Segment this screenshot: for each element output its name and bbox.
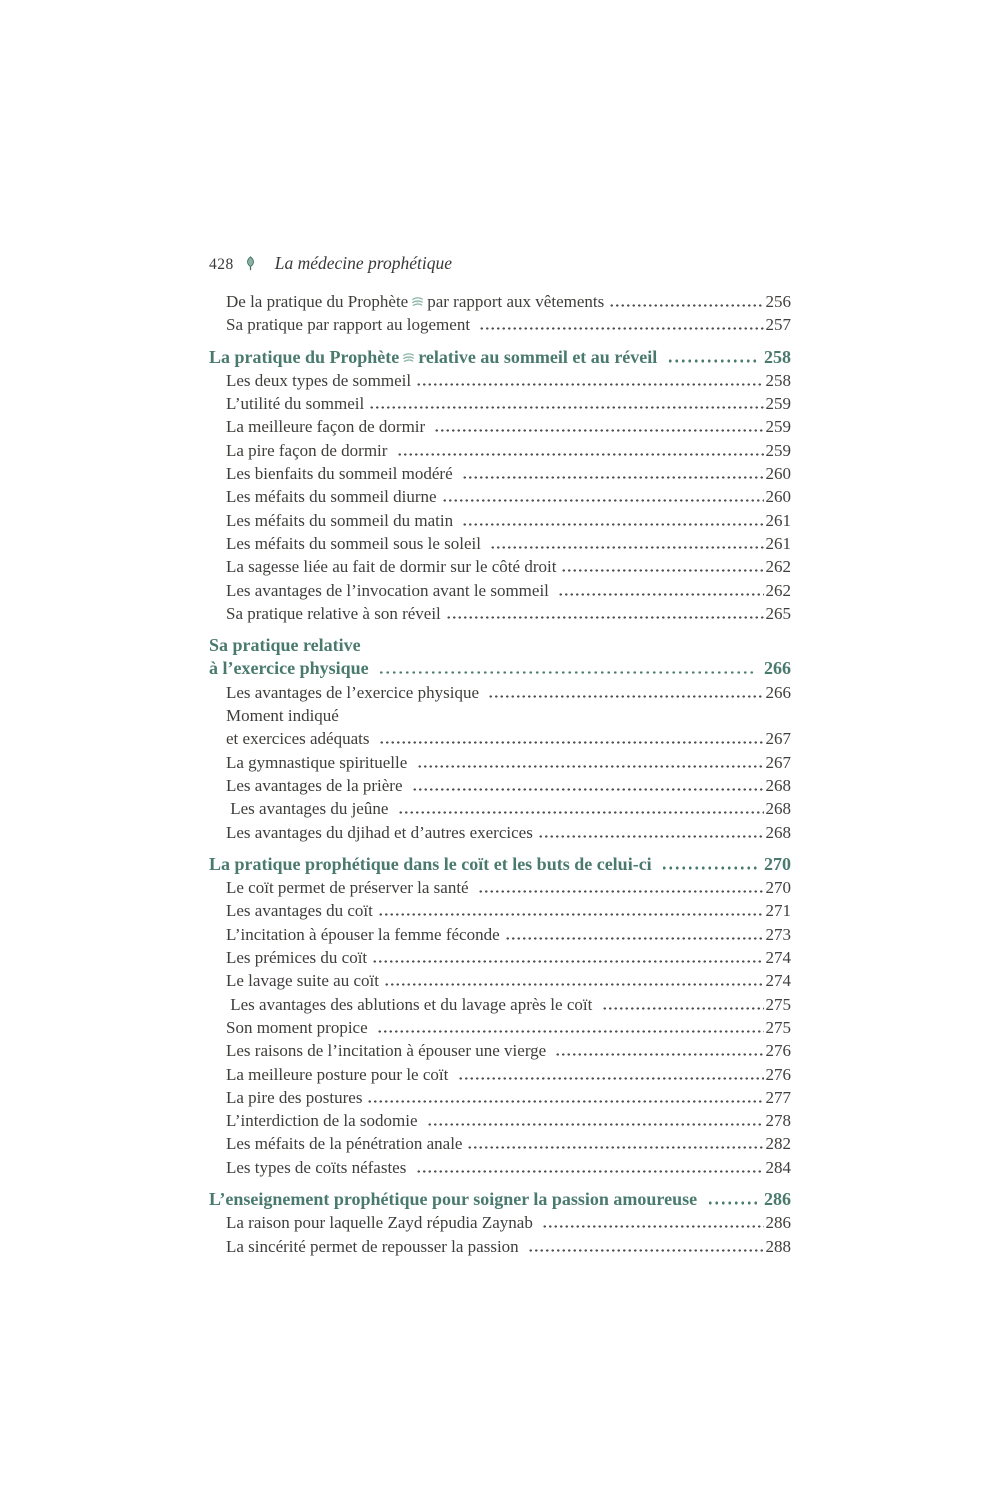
dot-leader (467, 1146, 763, 1149)
dot-leader (558, 593, 763, 596)
toc-entry (209, 439, 791, 462)
toc-entry (209, 1063, 791, 1086)
entry-label (226, 923, 500, 946)
dot-leader (369, 406, 763, 409)
page-number: 284 (765, 1157, 791, 1177)
entry-label (226, 751, 412, 774)
entry-label (226, 1109, 422, 1132)
toc-entry (209, 969, 791, 992)
entry-text: Les avantages du coït (226, 901, 373, 921)
entry-label (209, 346, 662, 369)
entry-label (226, 993, 597, 1016)
entry-label (226, 704, 339, 727)
entry-text: La meilleure façon de dormir (226, 417, 430, 437)
toc-entry (209, 797, 791, 820)
page-number: 268 (765, 822, 791, 842)
page-number: 257 (765, 315, 791, 335)
entry-text: Les prémices du coït (226, 948, 368, 968)
entry-text: La sincérité permet de repousser la passion (226, 1236, 523, 1256)
entry-text: Le coït permet de préserver la santé (226, 878, 473, 898)
entry-label (209, 853, 656, 876)
toc-entry (209, 774, 791, 797)
entry-text: La meilleure posture pour le coït (226, 1064, 453, 1084)
page-number: 259 (765, 394, 791, 414)
entry-text: La gymnastique spirituelle (226, 752, 412, 772)
toc-entry (209, 1156, 791, 1179)
entry-label (226, 1132, 462, 1155)
entry-text: La sagesse liée au fait de dormir sur le côté droit (226, 557, 557, 577)
entry-text: Les méfaits du sommeil du matin (226, 510, 458, 530)
toc-entry (209, 509, 791, 532)
entry-text: Sa pratique relative à son réveil (226, 603, 441, 623)
dot-leader (442, 499, 764, 502)
running-header (209, 253, 791, 274)
page-number: 259 (765, 440, 791, 460)
page-number: 286 (765, 1213, 791, 1233)
page-number: 262 (765, 557, 791, 577)
toc-entry (209, 485, 791, 508)
entry-label (226, 602, 441, 625)
entry-text: Les types de coïts néfastes (226, 1157, 411, 1177)
page-number: 267 (765, 752, 791, 772)
page-number: 258 (764, 346, 791, 367)
entry-label (226, 532, 485, 555)
entry-text: Sa pratique par rapport au logement (226, 315, 475, 335)
page-number: 268 (765, 775, 791, 795)
dot-leader (667, 359, 757, 363)
page-number: 259 (765, 417, 791, 437)
entry-label (226, 681, 483, 704)
page-number: 268 (765, 799, 791, 819)
entry-label (226, 876, 473, 899)
dot-leader (707, 1201, 757, 1205)
entry-label (226, 1086, 362, 1109)
entry-label (226, 415, 429, 438)
page-number: 260 (765, 487, 791, 507)
dot-leader (561, 569, 763, 572)
toc-section-heading (209, 853, 791, 876)
entry-text: Le lavage suite au coït (226, 971, 379, 991)
entry-text: L’enseignement prophétique pour soigner la passion amoureuse (209, 1188, 702, 1209)
dot-leader (378, 913, 764, 916)
entry-label (226, 462, 457, 485)
page-number: 271 (765, 901, 791, 921)
entry-label (226, 899, 373, 922)
fleuron-leaf-icon (245, 256, 256, 271)
entry-text: Moment indiqué (226, 706, 339, 726)
entry-text: Les avantages de l’invocation avant le sommeil (226, 580, 554, 600)
dot-leader (462, 523, 763, 526)
dot-leader (372, 960, 763, 963)
toc-entry (209, 555, 791, 578)
entry-text: Les avantages de la prière (226, 775, 407, 795)
dot-leader (446, 616, 764, 619)
page-number: 260 (765, 464, 791, 484)
page-number: 274 (765, 948, 791, 968)
dot-leader (609, 304, 763, 307)
entry-label (226, 1063, 453, 1086)
dot-leader (412, 788, 764, 791)
dot-leader (555, 1053, 763, 1056)
toc-entry (209, 946, 791, 969)
dot-leader (434, 429, 763, 432)
entry-text: De la pratique du Prophète (226, 292, 409, 311)
toc-entry (209, 579, 791, 602)
toc-page (209, 253, 791, 1258)
dot-leader (478, 890, 764, 893)
toc-entry (209, 1235, 791, 1258)
entry-label (226, 969, 379, 992)
entry-label (226, 1235, 523, 1258)
entry-text: et exercices adéquats (226, 729, 374, 749)
entry-label (209, 657, 373, 680)
toc-entry (209, 369, 791, 392)
entry-text: La pire façon de dormir (226, 440, 392, 460)
dot-leader (416, 383, 763, 386)
entry-text: Les deux types de sommeil (226, 370, 412, 390)
toc-entry (209, 1039, 791, 1062)
page-number: 261 (765, 510, 791, 530)
entry-text-after-icon: relative au sommeil et au réveil (418, 346, 662, 367)
page-number: 288 (765, 1236, 791, 1256)
entry-text: à l’exercice physique (209, 658, 374, 679)
entry-label (226, 313, 474, 336)
toc-entry (209, 899, 791, 922)
entry-label (226, 555, 556, 578)
dot-leader (379, 741, 764, 744)
page-number: 276 (765, 1041, 791, 1061)
toc-entry (209, 993, 791, 1016)
toc-entry (209, 1016, 791, 1039)
toc-entry (209, 681, 791, 704)
toc-entry (209, 1132, 791, 1155)
dot-leader (367, 1100, 763, 1103)
toc-section-heading (209, 346, 791, 369)
dot-leader (458, 1077, 764, 1080)
page-number: 273 (765, 924, 791, 944)
entry-text: Sa pratique relative (209, 635, 361, 656)
toc-entry (209, 751, 791, 774)
page-number: 267 (765, 729, 791, 749)
entry-text: Les avantages des ablutions et du lavage après le coït (226, 994, 597, 1014)
page-number: 270 (764, 853, 791, 874)
toc-entry (209, 313, 791, 336)
page-number: 270 (765, 878, 791, 898)
toc-entry (209, 1211, 791, 1234)
dot-leader (542, 1225, 763, 1228)
entry-text: Les méfaits du sommeil diurne (226, 487, 437, 507)
entry-label (226, 485, 437, 508)
toc-entry (209, 821, 791, 844)
dot-leader (479, 327, 763, 330)
entry-label (226, 369, 411, 392)
page-number: 282 (765, 1134, 791, 1154)
page-number: 261 (765, 533, 791, 553)
entry-text: L’incitation à épouser la femme féconde (226, 924, 500, 944)
entry-label (226, 774, 407, 797)
entry-text: L’interdiction de la sodomie (226, 1111, 422, 1131)
entry-label (226, 946, 367, 969)
entry-label (226, 727, 374, 750)
dot-leader (427, 1123, 764, 1126)
entry-text-after-icon: par rapport aux vêtements (427, 292, 605, 311)
entry-label (209, 634, 361, 657)
table-of-contents (209, 290, 791, 1258)
entry-label (226, 579, 553, 602)
entry-text: La pratique du Prophète (209, 346, 400, 367)
toc-entry (209, 704, 791, 727)
dot-leader (661, 866, 757, 870)
entry-text: Les méfaits de la pénétration anale (226, 1134, 463, 1154)
entry-label (226, 392, 364, 415)
toc-entry (209, 876, 791, 899)
entry-text: Son moment propice (226, 1017, 372, 1037)
entry-text: La pire des postures (226, 1087, 363, 1107)
entry-text: Les avantages de l’exercice physique (226, 682, 484, 702)
toc-section-heading (209, 657, 791, 680)
entry-label (226, 1039, 550, 1062)
page-number: 276 (765, 1064, 791, 1084)
entry-text: La pratique prophétique dans le coït et les buts de celui-ci (209, 853, 657, 874)
pbuh-calligraphy-icon (402, 351, 415, 364)
entry-text: Les avantages du djihad et d’autres exercices (226, 822, 533, 842)
dot-leader (488, 695, 763, 698)
entry-text: Les raisons de l’incitation à épouser une vierge (226, 1041, 551, 1061)
page-number: 266 (764, 658, 791, 679)
page-number: 275 (765, 1017, 791, 1037)
toc-entry (209, 392, 791, 415)
dot-leader (505, 937, 764, 940)
page-number: 258 (765, 370, 791, 390)
dot-leader (398, 811, 764, 814)
dot-leader (378, 671, 757, 675)
page-number: 277 (765, 1087, 791, 1107)
entry-text: La raison pour laquelle Zayd répudia Zaynab (226, 1213, 538, 1233)
entry-label (209, 1188, 702, 1211)
page-number: 256 (765, 292, 791, 311)
page-number: 275 (765, 994, 791, 1014)
entry-label (226, 509, 457, 532)
page-number: 262 (765, 580, 791, 600)
page-number: 274 (765, 971, 791, 991)
entry-label (226, 797, 393, 820)
toc-section-heading (209, 634, 791, 657)
entry-text: Les avantages du jeûne (226, 799, 393, 819)
dot-leader (384, 983, 764, 986)
entry-text: Les méfaits du sommeil sous le soleil (226, 533, 486, 553)
page-number: 265 (765, 603, 791, 623)
pbuh-calligraphy-icon (411, 295, 424, 308)
toc-entry (209, 415, 791, 438)
toc-entry (209, 290, 791, 313)
folio-page-number: 428 (209, 256, 234, 273)
book-title: La médecine prophétique (274, 253, 452, 273)
entry-label (226, 1211, 537, 1234)
toc-entry (209, 923, 791, 946)
entry-label (226, 1156, 411, 1179)
toc-entry (209, 1109, 791, 1132)
toc-section-heading (209, 1188, 791, 1211)
entry-label (226, 290, 604, 313)
dot-leader (602, 1007, 764, 1010)
dot-leader (462, 476, 764, 479)
toc-entry (209, 602, 791, 625)
dot-leader (417, 765, 764, 768)
entry-text: Les bienfaits du sommeil modéré (226, 464, 457, 484)
toc-entry (209, 1086, 791, 1109)
dot-leader (490, 546, 763, 549)
dot-leader (528, 1249, 764, 1252)
entry-label (226, 821, 533, 844)
page-number: 278 (765, 1111, 791, 1131)
dot-leader (397, 453, 764, 456)
dot-leader (538, 835, 764, 838)
toc-entry (209, 727, 791, 750)
page-number: 266 (765, 682, 791, 702)
toc-entry (209, 532, 791, 555)
entry-label (226, 1016, 372, 1039)
dot-leader (416, 1170, 764, 1173)
entry-text: L’utilité du sommeil (226, 394, 365, 414)
entry-label (226, 439, 392, 462)
dot-leader (377, 1030, 764, 1033)
page-number: 286 (764, 1188, 791, 1209)
toc-entry (209, 462, 791, 485)
